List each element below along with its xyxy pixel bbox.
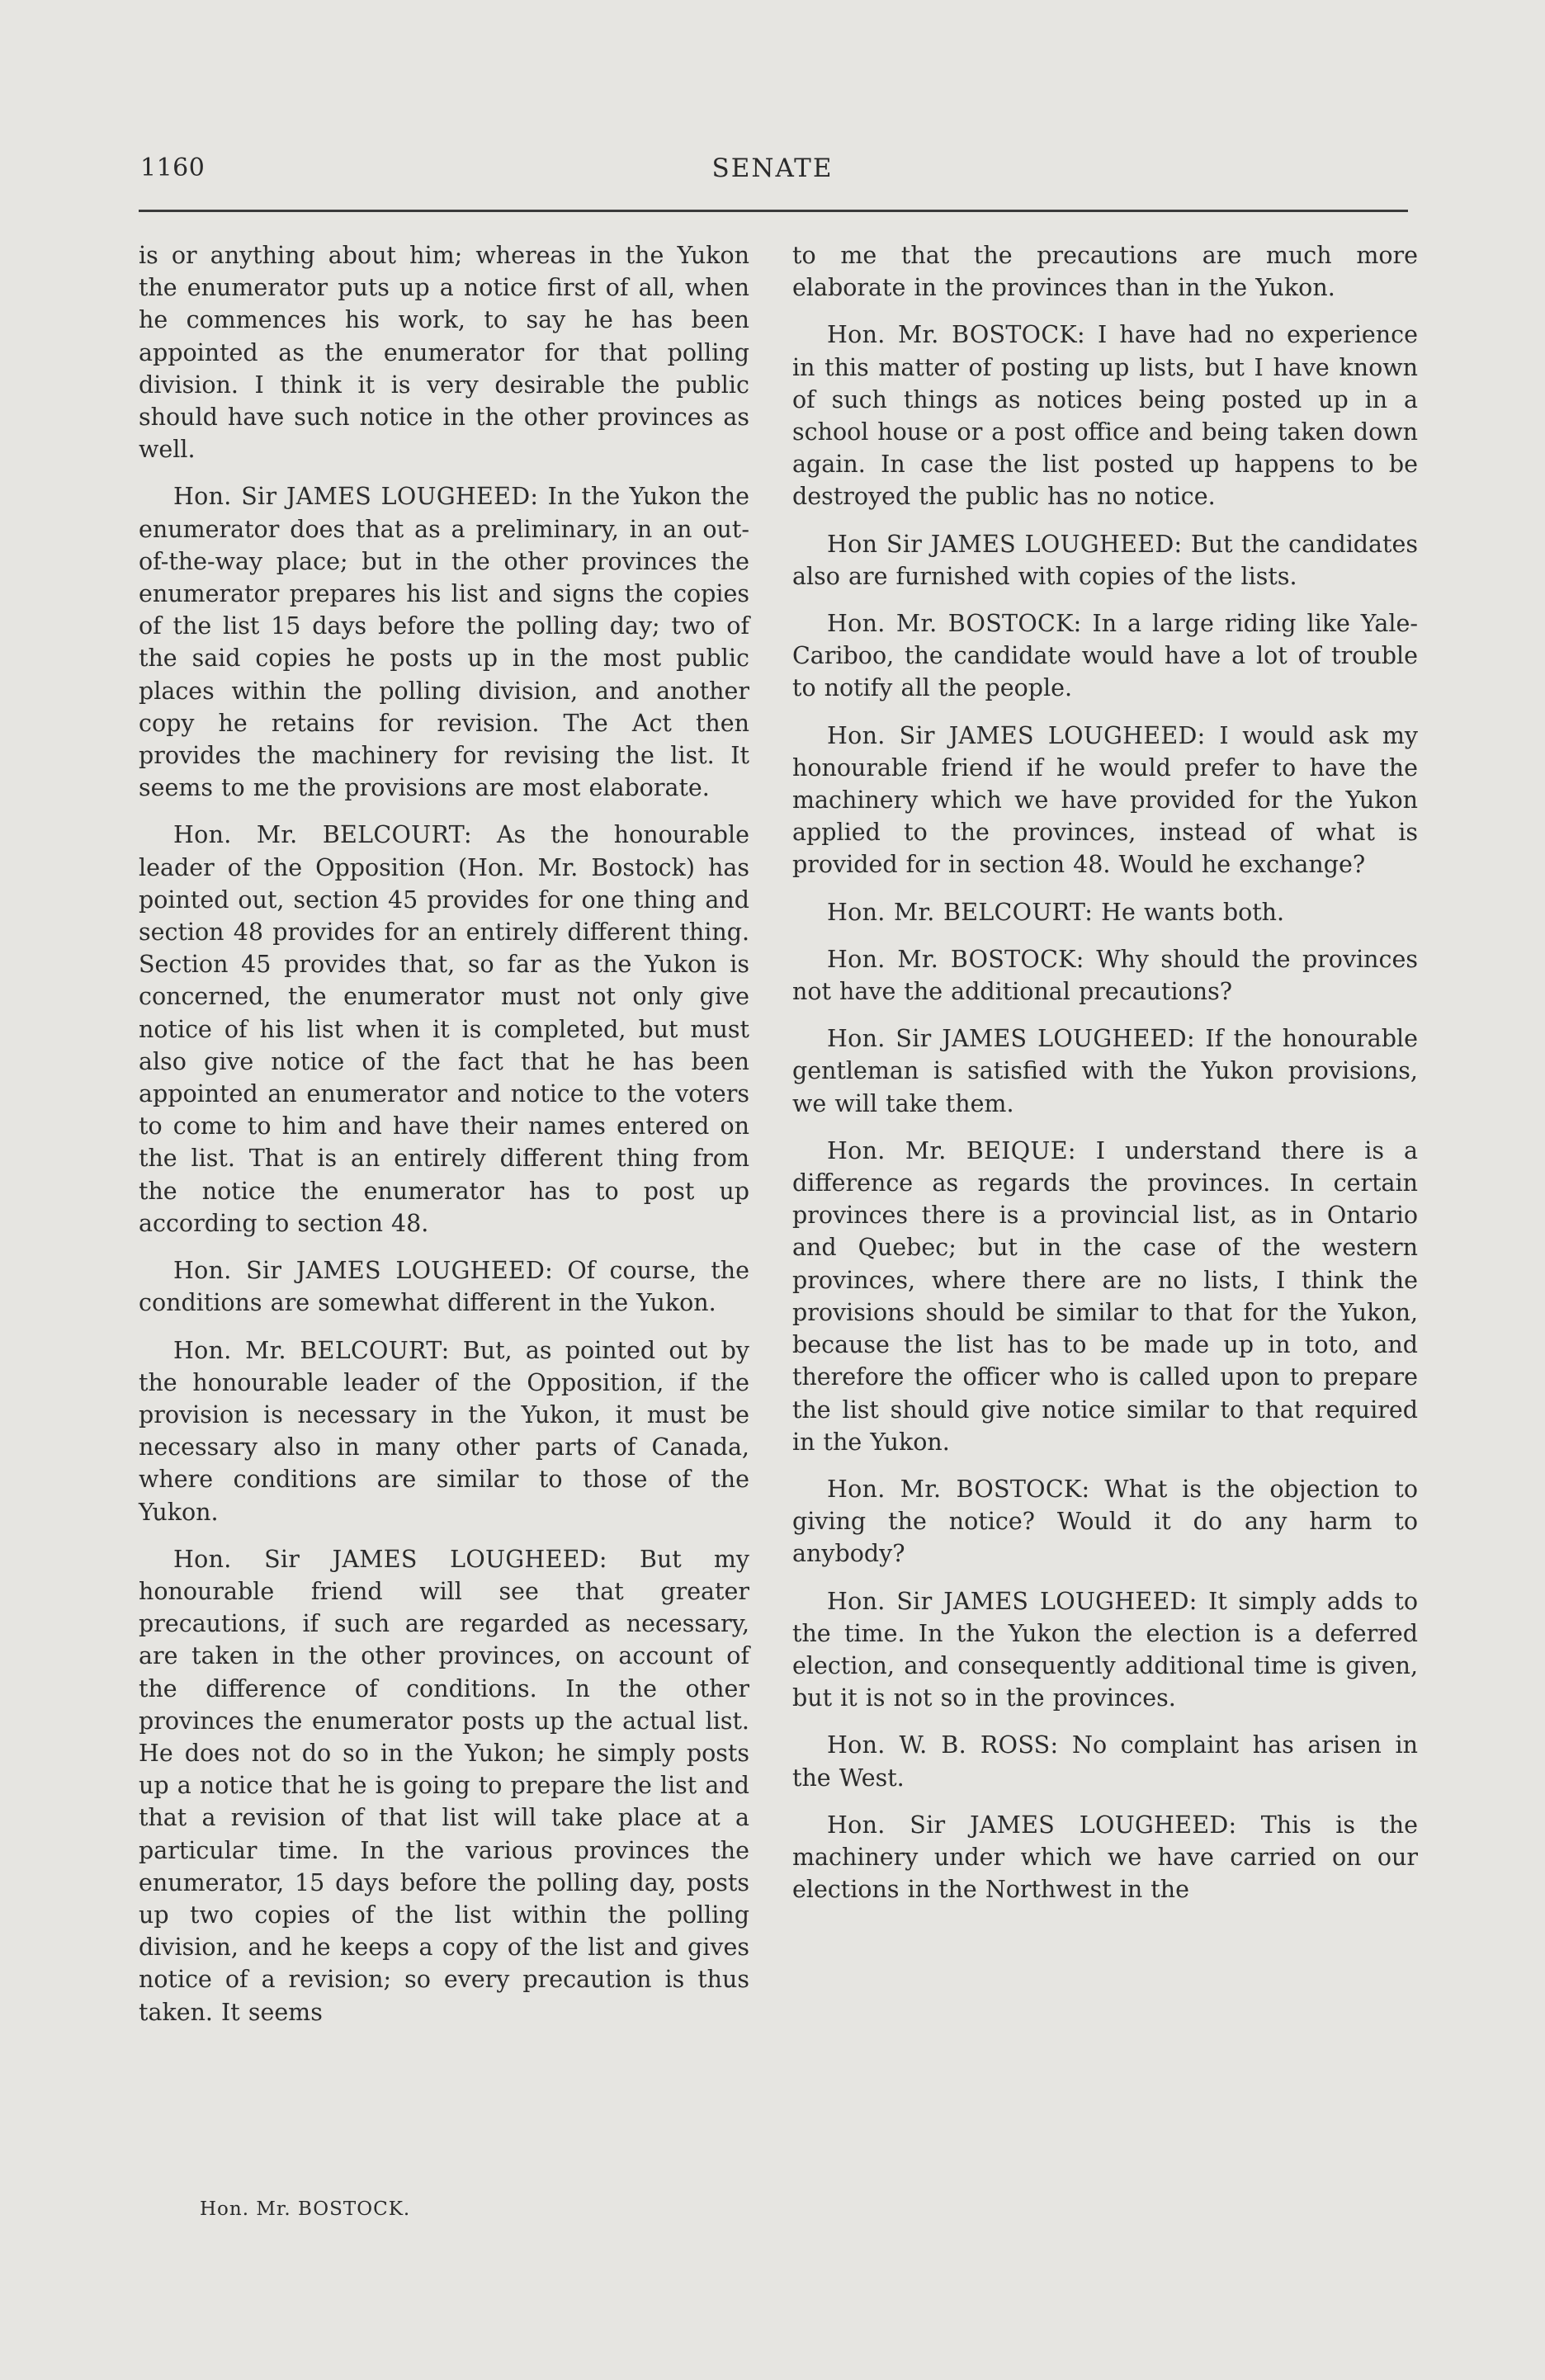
right-column: [792, 239, 1418, 1920]
paragraph-text: In the Yukon the enumerator does that as a preliminary, in an out-of-the-way place; but in the other provinces the enumerator prepares his list and signs the copies of the list 15 days before the polling day; two of the said copies he posts up in the most public places within the polling division, and another copy he retains for revision. The Act then provides the machinery for revising the list. It seems to me the provisions are most elaborate.: [139, 483, 749, 802]
speaker-name: Hon. Mr. BEIQUE:: [827, 1136, 1076, 1164]
paragraph: [792, 1473, 1418, 1570]
paragraph: [139, 1254, 749, 1319]
paragraph-text: This is the machinery under which we have carried on our elections in the Northwest in the: [792, 1811, 1419, 1904]
paragraph-text: But, as pointed out by the honourable leader of the Opposition, if the provision is necessary in the Yukon, it must be necessary also in many other parts of Canada, where conditions are similar to those of the Yukon.: [139, 1336, 749, 1526]
paragraph: [792, 1809, 1418, 1906]
paragraph: [792, 607, 1418, 705]
paragraph: [792, 1585, 1418, 1715]
speaker-name: Hon. Sir JAMES LOUGHEED:: [827, 1587, 1198, 1615]
paragraph: [139, 480, 749, 804]
paragraph-text: But the candidates also are furnished with copies of the lists.: [792, 530, 1418, 590]
paragraph: [792, 896, 1418, 928]
paragraph-text: If the honourable gentleman is satisfied with the Yukon provisions, we will take them.: [792, 1025, 1418, 1117]
paragraph-text: What is the objection to giving the notice? Would it do any harm to anybody?: [792, 1475, 1418, 1568]
speaker-name: Hon. Sir JAMES LOUGHEED:: [173, 1257, 554, 1285]
paragraph: [792, 943, 1418, 1008]
speaker-name: Hon. Mr. BOSTOCK:: [827, 945, 1084, 973]
speaker-name: Hon. Mr. BELCOURT:: [173, 821, 472, 849]
speaker-name: Hon. Sir JAMES LOUGHEED:: [827, 721, 1206, 749]
paragraph: [139, 819, 749, 1240]
speaker-name: Hon. Mr. BOSTOCK:: [827, 610, 1082, 638]
paragraph-text: It simply adds to the time. In the Yukon the election is a deferred election, and consequently additional time is given, but it is not so in the provinces.: [792, 1587, 1418, 1712]
running-head: SENATE: [711, 153, 834, 183]
speaker-name: Hon. Sir JAMES LOUGHEED:: [173, 1545, 607, 1573]
paragraph-text: No complaint has arisen in the West.: [792, 1731, 1418, 1792]
paragraph: [139, 1334, 749, 1528]
speaker-name: Hon. Mr. BELCOURT:: [827, 898, 1094, 926]
left-column: [139, 239, 749, 2043]
paragraph-text: I would ask my honourable friend if he would prefer to have the machinery which we have provided for the Yukon applied to the provinces, instead of what is provided for in section 48. Would he exchange?: [792, 721, 1419, 879]
paragraph-text: Of course, the conditions are somewhat different in the Yukon.: [139, 1257, 750, 1317]
paragraph: [139, 239, 749, 465]
paragraph: [792, 720, 1418, 881]
paragraph-text: I have had no experience in this matter of posting up lists, but I have known of such things as notices being posted up in a school house or a post office and being taken down again. In case the list posted up happens to be destroyed the public has no notice.: [792, 321, 1418, 511]
speaker-name: Hon. Sir JAMES LOUGHEED:: [173, 483, 539, 511]
paragraph: [139, 1543, 749, 2028]
header-rule: [139, 210, 1408, 212]
paragraph-text: is or anything about him; whereas in the Yukon the enumerator puts up a notice first of all, when he commences his work, to say he has been appointed as the enumerator for that polling division. I think it is very desirable the public should have such notice in the other provinces as well.: [139, 242, 749, 464]
speaker-name: Hon. W. B. ROSS:: [827, 1731, 1059, 1759]
speaker-name: Hon. Mr. BOSTOCK:: [827, 1475, 1090, 1503]
speaker-name: Hon. Mr. BOSTOCK:: [827, 321, 1085, 349]
page-number: 1160: [140, 153, 206, 182]
paragraph: [792, 1022, 1418, 1120]
paragraph: [792, 1135, 1418, 1458]
speaker-name: Hon. Sir JAMES LOUGHEED:: [827, 1025, 1195, 1053]
paragraph-text: As the honourable leader of the Opposition (Hon. Mr. Bostock) has pointed out, section 45 provides for one thing and section 48 provides for an entirely different thing. Section 45 provides that, so far as the Yukon is concerned, the enumerator must not only give notice of his list when it is completed, but must also give notice of the fact that he has been appointed an enumerator and notice to the voters to come to him and have their names entered on the list. That is an entirely different thing from the notice the enumerator has to post up according to section 48.: [139, 821, 749, 1237]
speaker-name: Hon. Sir JAMES LOUGHEED:: [827, 1811, 1237, 1839]
speaker-name: Hon. Mr. BELCOURT:: [173, 1336, 450, 1364]
paragraph: [792, 319, 1418, 512]
paragraph-text: In a large riding like Yale-Cariboo, the candidate would have a lot of trouble to notify all the people.: [792, 610, 1418, 702]
paragraph-text: Why should the provinces not have the additional precautions?: [792, 945, 1418, 1006]
paragraph: [792, 239, 1418, 304]
paragraph-text: He wants both.: [1101, 898, 1285, 926]
paragraph: [792, 528, 1418, 593]
paragraph-text: to me that the precautions are much more elaborate in the provinces than in the Yukon.: [792, 242, 1418, 302]
speaker-name: Hon Sir JAMES LOUGHEED:: [827, 530, 1183, 558]
paragraph: [792, 1729, 1418, 1793]
paragraph-text: I understand there is a difference as regards the provinces. In certain provinces there is a provincial list, as in Ontario and Quebec; but in the case of the western provinces, where there are no lists, I think the provisions should be similar to that for the Yukon, because the list has to be made up in toto, and therefore the officer who is called upon to prepare the list should give notice similar to that required in the Yukon.: [792, 1136, 1418, 1456]
catchword: Hon. Mr. BOSTOCK.: [200, 2198, 411, 2220]
paragraph-text: But my honourable friend will see that greater precautions, if such are regarded as necessary, are taken in the other provinces, on account of the difference of conditions. In the other provinces the enumerator posts up the actual list. He does not do so in the Yukon; he simply posts up a notice that he is going to prepare the list and that a revision of that list will take place at a particular time. In the various provinces the enumerator, 15 days before the polling day, posts up two copies of the list within the polling division, and he keeps a copy of the list and gives notice of a revision; so every precaution is thus taken. It seems: [139, 1545, 750, 2026]
